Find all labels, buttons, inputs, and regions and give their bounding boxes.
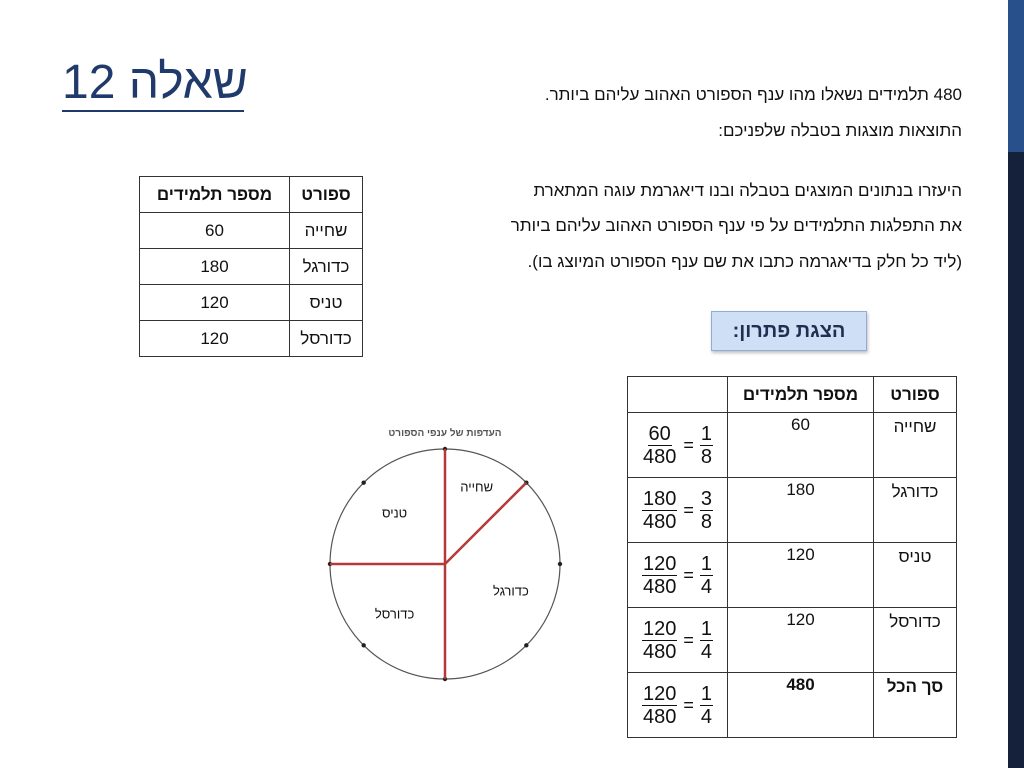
header-sport: ספורט — [874, 377, 957, 413]
fraction-equation — [642, 618, 713, 663]
fraction-denominator: 4 — [700, 705, 712, 728]
fraction-denominator: 480 — [642, 510, 677, 533]
header-count: מספר תלמידים — [728, 377, 874, 413]
pie-chart — [320, 420, 580, 720]
question-line-5: (ליד כל חלק בדיאגרמה כתבו את שם ענף הספורט המיוצג בו). — [527, 252, 962, 271]
cell-count: 120 — [140, 321, 290, 357]
total-count: 480 — [728, 673, 874, 738]
cell-sport: טניס — [874, 543, 957, 608]
fraction-denominator: 480 — [642, 575, 677, 598]
fraction-denominator: 4 — [700, 640, 712, 663]
fraction-denominator: 480 — [642, 445, 677, 468]
pie-slice-boundary — [445, 483, 526, 564]
table-row — [628, 478, 957, 543]
solution-table — [627, 376, 957, 738]
question-line-3: היעזרו בנתונים המוצגים בטבלה ובנו דיאגרמת עוגה המתארת — [533, 181, 962, 200]
header-count: מספר תלמידים — [140, 177, 290, 213]
pie-tick — [361, 480, 365, 484]
fraction-numerator: 60 — [648, 422, 671, 445]
data-table — [139, 176, 363, 357]
fraction-equation — [642, 488, 713, 533]
fraction-denominator: 4 — [700, 575, 712, 598]
fraction-equation — [642, 423, 713, 468]
table-row — [628, 608, 957, 673]
fraction-numerator: 120 — [642, 552, 677, 575]
pie-tick — [558, 562, 562, 566]
table-row — [140, 249, 363, 285]
cell-count: 60 — [140, 213, 290, 249]
cell-count: 180 — [140, 249, 290, 285]
title-underline — [62, 110, 244, 112]
equals-sign: = — [683, 564, 694, 585]
fraction-numerator: 1 — [700, 552, 712, 575]
fraction-denominator: 480 — [642, 640, 677, 663]
question-line-1: 480 תלמידים נשאלו מהו ענף הספורט האהוב עליהם ביותר. — [544, 85, 962, 104]
pie-slice-label: טניס — [381, 505, 408, 521]
cell-sport: כדורסל — [874, 608, 957, 673]
equals-sign: = — [683, 434, 694, 455]
side-bar-accent — [1008, 0, 1024, 152]
cell-count: 120 — [728, 608, 874, 673]
fraction-denominator: 8 — [700, 510, 712, 533]
header-sport: ספורט — [290, 177, 363, 213]
fraction-numerator: 1 — [700, 617, 712, 640]
fraction-numerator: 1 — [700, 682, 712, 705]
table-row — [628, 543, 957, 608]
table-row — [140, 213, 363, 249]
cell-fraction — [628, 478, 728, 543]
equals-sign: = — [683, 499, 694, 520]
fraction-numerator: 3 — [700, 487, 712, 510]
fraction-numerator: 1 — [700, 422, 712, 445]
cell-sport: כדורגל — [290, 249, 363, 285]
total-label: סך הכל — [874, 673, 957, 738]
page-title: שאלה 12 — [62, 56, 248, 109]
cell-fraction — [628, 608, 728, 673]
pie-chart-svg — [320, 420, 580, 720]
cell-sport: טניס — [290, 285, 363, 321]
fraction-denominator: 8 — [700, 445, 712, 468]
cell-sport: שחייה — [874, 413, 957, 478]
table-row — [140, 285, 363, 321]
cell-count: 120 — [728, 543, 874, 608]
total-row — [628, 673, 957, 738]
cell-sport: כדורסל — [290, 321, 363, 357]
cell-fraction — [628, 543, 728, 608]
question-line-4: את התפלגות התלמידים על פי ענף הספורט האהוב עליהם ביותר — [510, 216, 962, 235]
pie-tick — [524, 643, 528, 647]
fraction-numerator: 120 — [642, 682, 677, 705]
fraction-equation — [642, 683, 713, 728]
cell-count: 120 — [140, 285, 290, 321]
cell-count: 60 — [728, 413, 874, 478]
header-fraction — [628, 377, 728, 413]
cell-sport: כדורגל — [874, 478, 957, 543]
cell-fraction — [628, 413, 728, 478]
pie-slice-label: כדורגל — [492, 583, 529, 599]
cell-sport: שחייה — [290, 213, 363, 249]
pie-tick — [361, 643, 365, 647]
question-line-2: התוצאות מוצגות בטבלה שלפניכם: — [718, 121, 962, 140]
pie-slice-label: שחייה — [460, 479, 494, 495]
cell-count: 180 — [728, 478, 874, 543]
table-row — [140, 321, 363, 357]
fraction-denominator: 480 — [642, 705, 677, 728]
fraction-numerator: 180 — [642, 487, 677, 510]
equals-sign: = — [683, 694, 694, 715]
chart-title: העדפות של ענפי הספורט — [388, 428, 502, 439]
show-solution-button[interactable]: הצגת פתרון: — [711, 311, 867, 351]
equals-sign: = — [683, 629, 694, 650]
table-row — [628, 413, 957, 478]
fraction-equation — [642, 553, 713, 598]
fraction-numerator: 120 — [642, 617, 677, 640]
pie-slice-label: כדורסל — [374, 606, 415, 622]
cell-fraction — [628, 673, 728, 738]
